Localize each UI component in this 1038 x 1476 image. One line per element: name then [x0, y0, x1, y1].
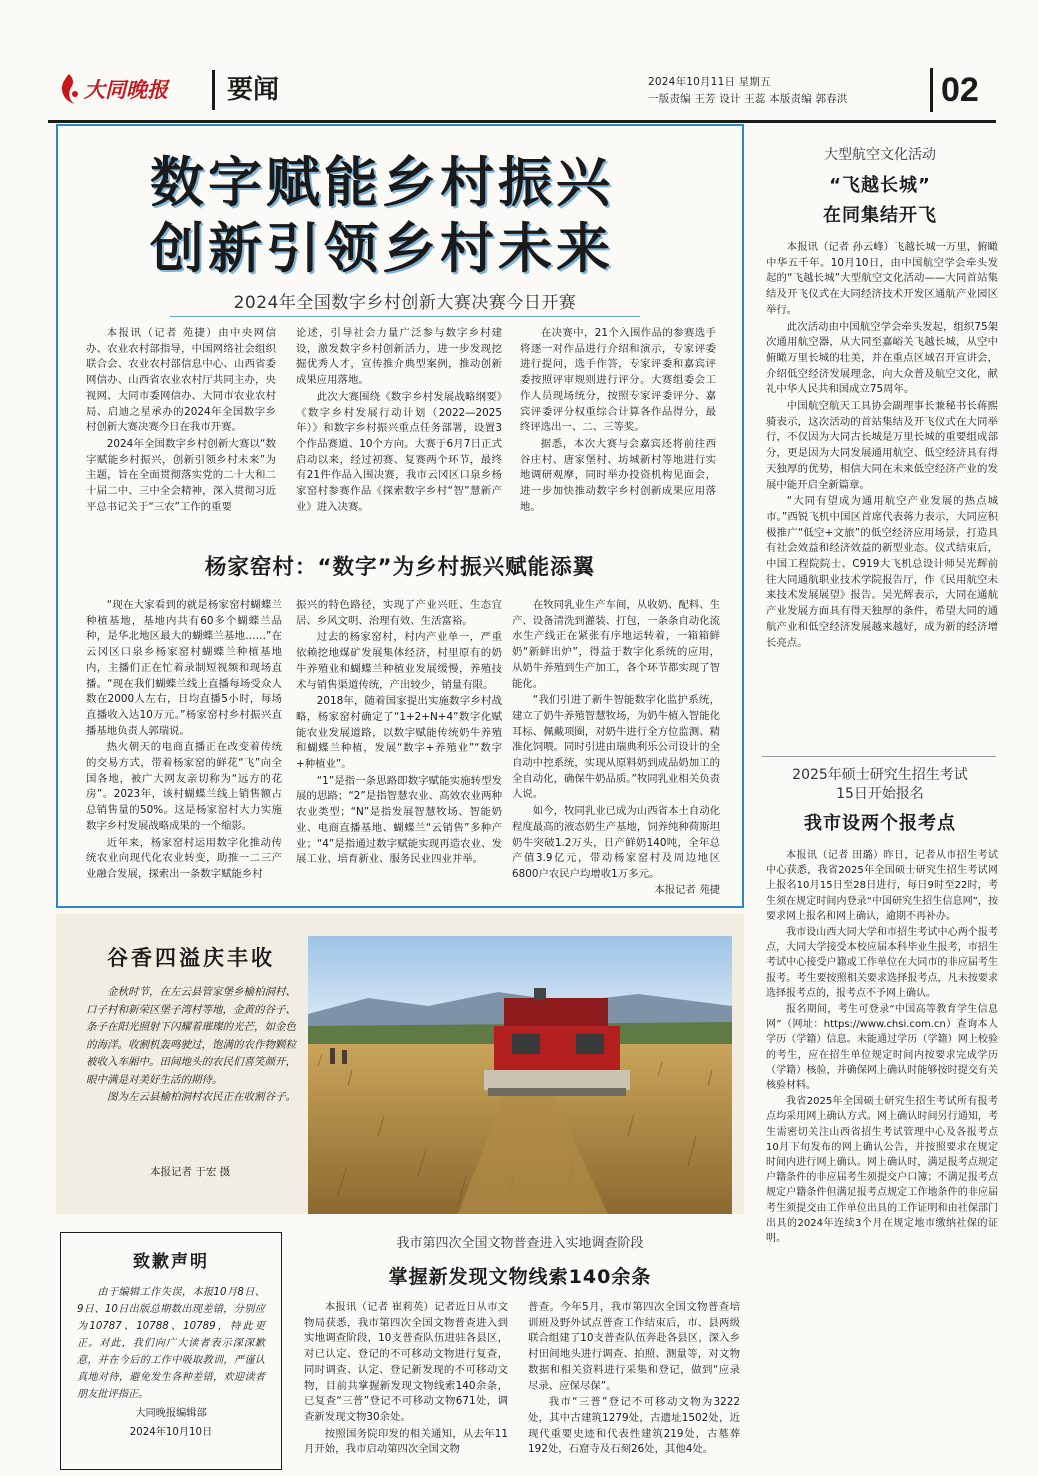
feature-col-6 [512, 598, 720, 898]
apology-signature: 大同晚报编辑部 [135, 1408, 207, 1419]
paragraph: 按照国务院印发的相关通知，从去年11月开始，我市启动第四次全国文物 [304, 1427, 508, 1456]
paragraph: 我省2025年全国硕士研究生招生考试所有报考点均采用网上确认方式。网上确认时间另行通知，考生需密切关注山西省招生考试管理中心及各报考点10月下旬发布的网上确认公告，并按照要求在规定时间内进行网上确认。网上确认时，满足报考点规定户籍条件的非应届考生须提交户口簿；不满足报考点规定户籍条件但满足报考点规定工作地条件的非应届考生须提交由工作单位出具的工作证明和由社保部门出具的2024年连续3个月在规定地市缴纳社保的证明。 [766, 1096, 998, 1245]
feature-byline: 本报记者 苑捷 [654, 883, 720, 896]
paragraph: 此次活动由中国航空学会牵头发起，组织75架次通用航空器，从大同至嘉峪关飞越长城，从空中俯瞰万里长城的壮美，并在重点区域召开宣讲会，介绍低空经济发展理念，向大众普及航空文化，献礼中华人民共和国成立75周年。 [766, 320, 998, 396]
paragraph: 在牧同乳业生产车间，从收奶、配料、生产、设备清洗到灌装、打包，一条条自动化流水生产线正在紧张有序地运转着，一箱箱鲜奶“新鲜出炉”，得益于数字化系统的应用，从奶牛养殖到生产加工，各个环节都实现了智能化。 [512, 599, 720, 690]
paragraph: 普查。今年5月，我市第四次全国文物普查培训班及野外试点普查工作结束后，市、县两级联合组建了10支普查队伍奔赴各县区，深入乡村田间地头进行调查、拍照、测量等，对文物数据和相关资料进行采集和登记，做到“应录尽录、应保尽保”。 [528, 1301, 740, 1392]
feature-col-2 [296, 326, 502, 515]
relics-col-2 [528, 1300, 740, 1458]
paragraph: 2024年全国数字乡村创新大赛以“数字赋能乡村振兴，创新引领乡村未来”为主题，旨在全面贯彻落实党的二十大和二十届二中、三中全会精神，深入贯彻习近平总书记关于“三农”工作的重要 [86, 437, 276, 513]
feature-col-5 [296, 598, 502, 868]
harvest-photo [308, 936, 732, 1214]
feature-col-1 [86, 326, 276, 515]
apology-notice [60, 1232, 282, 1470]
paragraph: 据悉，本次大赛与会嘉宾还将前往西谷庄村、唐家堡村、坊城新村等地进行实地调研观摩，同时举办投资机构见面会，进一步加快推动数字乡村创新成果应用落地。 [520, 437, 716, 513]
paragraph: 过去的杨家窑村，村内产业单一，严重依赖挖地煤矿发展集体经济，村里原有的奶牛养殖业和蝴蝶兰种植业发展缓慢，养殖技术与销售渠道传统，产出较少，销量有限。 [296, 631, 502, 691]
paragraph: “现在大家看到的就是杨家窑村蝴蝶兰种植基地，基地内共有60多个蝴蝶兰品种，是华北地区最大的蝴蝶兰基地……”在云冈区口泉乡杨家窑村蝴蝶兰种植基地内，主播们正在忙着录制短视频和现场直播。“现在我们蝴蝶兰线上直播每场受众人数在2000人左右，日均直播5小时，每场直播收入达10万元。”杨家窑村乡村振兴直播基地负责人郭瑞说。 [86, 599, 282, 737]
issue-info [648, 74, 918, 108]
relics-headline: 掌握新发现文物线索140余条 [388, 1266, 652, 1288]
paragraph: 本报讯（记者 孙云峰）飞越长城一万里，俯瞰中华五千年。10月10日，由中国航空学会牵头发起的“飞越长城”大型航空文化活动——大同首站集结及开飞仪式在大同经济技术开发区通航产业园区举行。 [766, 241, 998, 316]
paragraph: 本报讯（记者 苑捷）由中央网信办、农业农村部指导，中国网络社会组织联合会、农业农村部信息中心、山西省委网信办、山西省农业农村厅共同主办，央视网、大同市委网信办、大同市农业农村局、启迪之星承办的2024年全国数字乡村创新大赛决赛今日在我市开赛。 [86, 327, 276, 434]
feature-col-3 [520, 326, 716, 515]
paragraph: 我市“三普”登记不可移动文物为3222处，其中古建筑1279处，古遗址1502处，近现代重要史迹和代表性建筑219处，古墓葬192处，石窟寺及石刻26处，其他4处。 [528, 1396, 740, 1456]
newspaper-logo [56, 64, 186, 114]
column-divider [762, 756, 996, 757]
paragraph: 论述，引导社会力量广泛参与数字乡村建设，激发数字乡村创新活力，进一步发现挖掘优秀人才，宣传推介典型案例，推动创新成果应用落地。 [296, 327, 502, 387]
paragraph: “大同有望成为通用航空产业发展的热点城市。”西锐飞机中国区首席代表蒋力表示，大同应积极推广“低空+文旅”的低空经济应用场景，打造具有社会效益和经济效益的新型业态。仪式结束后，中国工程院院士、C919大飞机总设计师吴光辉前往大同通航职业技术学院报告厅，作《民用航空未来技术发展展望》报告。吴光辉表示，大同在通航产业发展方面具有得天独厚的条件，希望大同的通航产业和低空经济发展越来越好，成为新的经济增长亮点。 [766, 495, 998, 649]
section-name: 要闻 [212, 70, 302, 110]
paragraph: 中国航空航天工具协会副理事长兼秘书长蒋熙骑表示，这次活动的首站集结及开飞仪式在大同举行，不仅因为大同古长城是万里长城的重要组成部分，更是因为大同发展通用航空、低空经济具有得天独厚的优势，相信大同在未来低空经济产业的发展中能开启全新篇章。 [766, 400, 998, 491]
paragraph: 如今，牧同乳业已成为山西省本土自动化程度最高的液态奶生产基地，饲养纯种荷斯坦奶牛突破1.2万头，日产鲜奶140吨，全年总产值3.9亿元，带动杨家窑村及周边地区6800户农民户均增收1万多元。 [512, 805, 720, 880]
paragraph: 报名期间，考生可登录“中国高等教育学生信息网”（网址：https://www.chsi.com.cn）查询本人学历（学籍）信息。未能通过学历（学籍）网上校验的考生，应在招生单位规定时间内按要求完成学历（学籍）核验，并确保网上确认时能够按时提交有关核验材料。 [766, 1004, 998, 1092]
aviation-kicker: 大型航空文化活动 [824, 147, 936, 163]
apology-body [77, 1284, 265, 1403]
relics-col-1 [304, 1300, 508, 1458]
exam-kicker-2: 15日开始报名 [836, 786, 924, 802]
aviation-headline-2: 在同集结开飞 [823, 205, 937, 226]
photo-story-title: 谷香四溢庆丰收 [107, 946, 275, 970]
logo-text: 大同晚报 [84, 77, 168, 102]
harvest-illustration [308, 936, 732, 1214]
date-line: 2024年10月11日 星期五 [648, 76, 771, 88]
paragraph: 近年来，杨家窑村运用数字化推动传统农业向现代化农业转变，助推一二三产业融合发展，探索出一条数字赋能乡村 [86, 836, 282, 880]
feature-col-4 [86, 598, 282, 883]
paragraph: 振兴的特色路径，实现了产业兴旺、生态宜居、乡风文明、治理有效、生活富裕。 [296, 599, 502, 627]
caption-text-2: 图为左云县榆柏洞村农民正在收割谷子。 [107, 1091, 296, 1103]
paragraph: 我市设山西大同大学和市招生考试中心两个报考点，大同大学接受本校应届本科毕业生报考，市招生考试中心接受户籍或工作单位在大同市的非应届考生报考。考生要按照相关要求选择报考点，凡未按要求选择报考点的，报考点不予网上确认。 [766, 927, 998, 999]
caption-text: 金秋时节，在左云县管家堡乡榆柏洞村、口子村和新荣区堡子湾村等地，金黄的谷子、条子在阳光照射下闪耀着璀璨的光芒，如金色的海洋。收割机轰鸣驶过，饱满的农作物颗粒被收入车厢中。田间地头的农民们喜笑颜开，眼中满是对美好生活的期待。 [86, 986, 296, 1086]
paragraph: 热火朝天的电商直播正在改变着传统的交易方式，带着杨家窑的鲜花“飞”向全国各地，被广大网友亲切称为“远方的花房”。2023年，该村蝴蝶兰线上销售额占总销售量的50%。这是杨家窑村大力实施数字乡村发展战略成果的一个缩影。 [86, 741, 282, 832]
feature-sub-headline: 杨家窑村：“数字”为乡村振兴赋能添翼 [204, 555, 596, 580]
paragraph: 在决赛中，21个入围作品的参赛选手将逐一对作品进行介绍和演示，专家评委进行提问，选手作答，专家评委和嘉宾评委按照评审规则进行评分。大赛组委会工作人员现场统分，按照专家评委评分、嘉宾评委评分权重综合计算各作品得分，最终评选出一、二、三等奖。 [520, 327, 716, 434]
page-number: 02 [930, 68, 990, 112]
exam-kicker-1: 2025年硕士研究生招生考试 [792, 767, 968, 783]
paragraph: 2018年，随着国家提出实施数字乡村战略，杨家窑村确定了“1+2+N+4”数字化赋能农业发展道路，以数字赋能传统奶牛养殖和蝴蝶兰种植，发展“数字+养殖业”“数字+种植业”。 [296, 695, 502, 771]
paragraph: 此次大赛围绕《数字乡村发展战略纲要》《数字乡村发展行动计划（2022—2025年）》和数字乡村振兴重点任务部署，设置3个作品赛道、10个方向。大赛于6月7日正式启动以来，经过初赛、复赛两个环节，最终有21件作品入围决赛，我市云冈区口泉乡杨家窑村参赛作品《探索数字乡村“智”慧新产业》进入决赛。 [296, 390, 502, 513]
aviation-body [766, 240, 998, 651]
apology-date: 2024年10月10日 [129, 1427, 213, 1438]
logo-flame-icon [56, 72, 82, 106]
paragraph: 本报讯（记者 田璐）昨日，记者从市招生考试中心获悉，我省2025年全国硕士研究生招生考试网上报名10月15日至28日进行，每日9时至22时，考生须在规定时间内登录“中国研究生招生信息网”，按要求网上报名和网上确认，逾期不再补办。 [766, 850, 998, 922]
apology-title: 致歉声明 [133, 1252, 209, 1272]
aviation-headline-1: “飞越长城” [829, 175, 931, 196]
apology-text: 由于编辑工作失误，本报10月8日、9日、10日出版总期数出现差错，分别应为10787、10788、10789，特此更正。对此，我们向广大读者表示深深歉意，并在今后的工作中吸取教训，严谨认真地对待，避免发生各种差错，欢迎读者朋友批评指正。 [77, 1287, 265, 1400]
feature-headline-1: 数字赋能乡村振兴 [150, 151, 614, 214]
feature-headline-2: 创新引领乡村未来 [150, 217, 614, 280]
paragraph: “我们引进了新牛智能数字化监护系统，建立了奶牛养殖智慧牧场，为奶牛植入智能化耳标、佩戴项圈，对奶牛进行全方位监测、精准化饲喂。同时引进由瑞典利乐公司设计的全自动中控系统，实现从原料奶到成品奶加工的全自动化，确保牛奶品质。”牧同乳业相关负责人说。 [512, 694, 720, 801]
paragraph: “1”是指一条思路即数字赋能实施转型发展的思路；“2”是指智慧农业、高效农业两种农业类型；“N”是指发展智慧牧场、智能奶业、电商直播基地、蝴蝶兰“云销售”多种产业；“4”是指通过数字赋能实现再造农业、发展工业、培育新业、服务民业四业并举。 [296, 774, 502, 866]
photo-caption [86, 984, 298, 1107]
exam-body [766, 848, 998, 1246]
paragraph: 本报讯（记者 崔莉英）记者近日从市文物局获悉，我市第四次全国文物普查进入到实地调查阶段，10支普查队伍进驻各县区，对已认定、登记的不可移动文物进行复查，同时调查、认定、登记新发现的不可移动文物，目前共掌握新发现文物线索140余条，已复查“三普”登记不可移动文物671处，调查新发现文物30余处。 [304, 1301, 508, 1423]
masthead-rule [48, 120, 996, 123]
photo-credit: 本报记者 于宏 摄 [150, 1166, 231, 1178]
exam-headline: 我市设两个报考点 [804, 813, 956, 834]
editor-line: 一版责编 王芳 设计 王蕊 本版责编 郭春洪 [648, 93, 848, 105]
feature-subhead: 2024年全国数字乡村创新大赛决赛今日开赛 [170, 288, 640, 317]
relics-kicker: 我市第四次全国文物普查进入实地调查阶段 [396, 1236, 644, 1251]
